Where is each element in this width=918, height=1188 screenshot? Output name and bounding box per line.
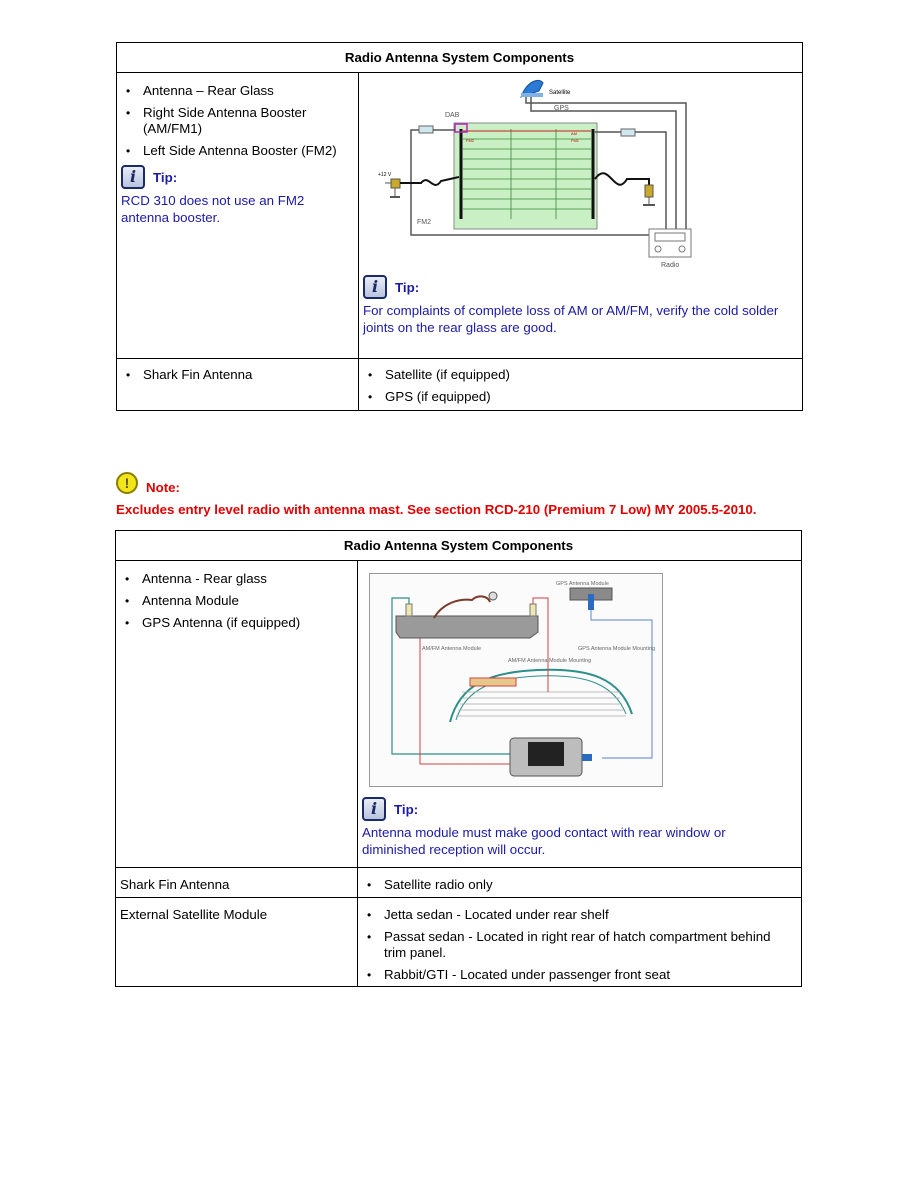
- label-12v: +12 V: [378, 172, 392, 178]
- label-gps: GPS: [554, 105, 569, 112]
- list-item: • Satellite (if equipped): [363, 367, 798, 383]
- components-table-1: [116, 42, 803, 411]
- list-item: • Antenna – Rear Glass: [121, 83, 354, 99]
- tip-label: Tip:: [153, 169, 178, 185]
- list-item: • Right Side Antenna Booster (AM/FM1): [121, 105, 343, 137]
- row1-right-cell: [359, 73, 803, 359]
- label-amfm-module: AM/FM Antenna Module: [422, 646, 482, 652]
- antenna-module-diagram: [369, 573, 663, 787]
- label-radio: Radio: [661, 262, 680, 269]
- row3-right-cell: [358, 898, 802, 987]
- label-dab: DAB: [445, 112, 460, 119]
- label-gps-mounting: GPS Antenna Module Mounting: [578, 646, 656, 652]
- tip-label: Tip:: [394, 801, 419, 817]
- tip-text: RCD 310 does not use an FM2 antenna booster.: [121, 193, 305, 225]
- note-label: Note:: [146, 480, 180, 495]
- label-fm2: FM2: [417, 219, 431, 226]
- row2-left-cell: [116, 868, 358, 898]
- table-header: Radio Antenna System Components: [117, 43, 803, 73]
- tip-text: For complaints of complete loss of AM or AM/FM, verify the cold solder joints on the rear glass are good.: [363, 303, 779, 335]
- tip-heading: [362, 797, 797, 821]
- label-fm2-small: FM2: [466, 138, 474, 143]
- label-amfm-mounting: AM/FM Antenna Module Mounting: [508, 658, 592, 664]
- label-am: AM: [571, 131, 577, 136]
- row2-right-cell: [358, 868, 802, 898]
- list-item: • GPS Antenna (if equipped): [120, 615, 353, 631]
- row-label: External Satellite Module: [120, 907, 268, 922]
- row1-right-cell: [358, 561, 802, 868]
- list-item: • Left Side Antenna Booster (FM2): [121, 143, 354, 159]
- tip-text: Antenna module must make good contact with rear window or diminished reception will occur.: [362, 825, 726, 857]
- list-item: • Antenna - Rear glass: [120, 571, 353, 587]
- note-text: Excludes entry level radio with antenna mast. See section RCD-210 (Premium 7 Low) MY 2005.5-2010.: [116, 502, 757, 517]
- row1-left-cell: [117, 73, 359, 359]
- label-satellite: Satellite: [549, 90, 571, 96]
- info-icon: i: [121, 165, 145, 189]
- components-table-2: [115, 530, 802, 987]
- rear-glass-antenna-diagram: [371, 79, 701, 269]
- warning-icon: !: [116, 472, 138, 494]
- row2-left-cell: [117, 359, 359, 411]
- list-item: • Passat sedan - Located in right rear of hatch compartment behind trim panel.: [362, 929, 784, 961]
- list-item: • GPS (if equipped): [363, 389, 798, 405]
- row2-right-cell: [359, 359, 803, 411]
- list-item: • Shark Fin Antenna: [121, 367, 354, 383]
- list-item: • Antenna Module: [120, 593, 353, 609]
- list-item: • Rabbit/GTI - Located under passenger front seat: [362, 967, 797, 983]
- row-label: Shark Fin Antenna: [120, 877, 230, 892]
- tip-label: Tip:: [395, 279, 420, 295]
- note-block: [116, 470, 180, 495]
- component-list: [121, 83, 354, 159]
- info-icon: i: [363, 275, 387, 299]
- list-item: • Jetta sedan - Located under rear shelf: [362, 907, 797, 923]
- row3-left-cell: [116, 898, 358, 987]
- info-icon: i: [362, 797, 386, 821]
- row1-left-cell: [116, 561, 358, 868]
- tip-heading: [121, 165, 354, 189]
- table-header: Radio Antenna System Components: [116, 531, 802, 561]
- list-item: • Satellite radio only: [362, 877, 797, 893]
- label-fm1: FM1: [571, 138, 579, 143]
- tip-heading: [363, 275, 798, 299]
- label-gps-module: GPS Antenna Module: [556, 581, 609, 587]
